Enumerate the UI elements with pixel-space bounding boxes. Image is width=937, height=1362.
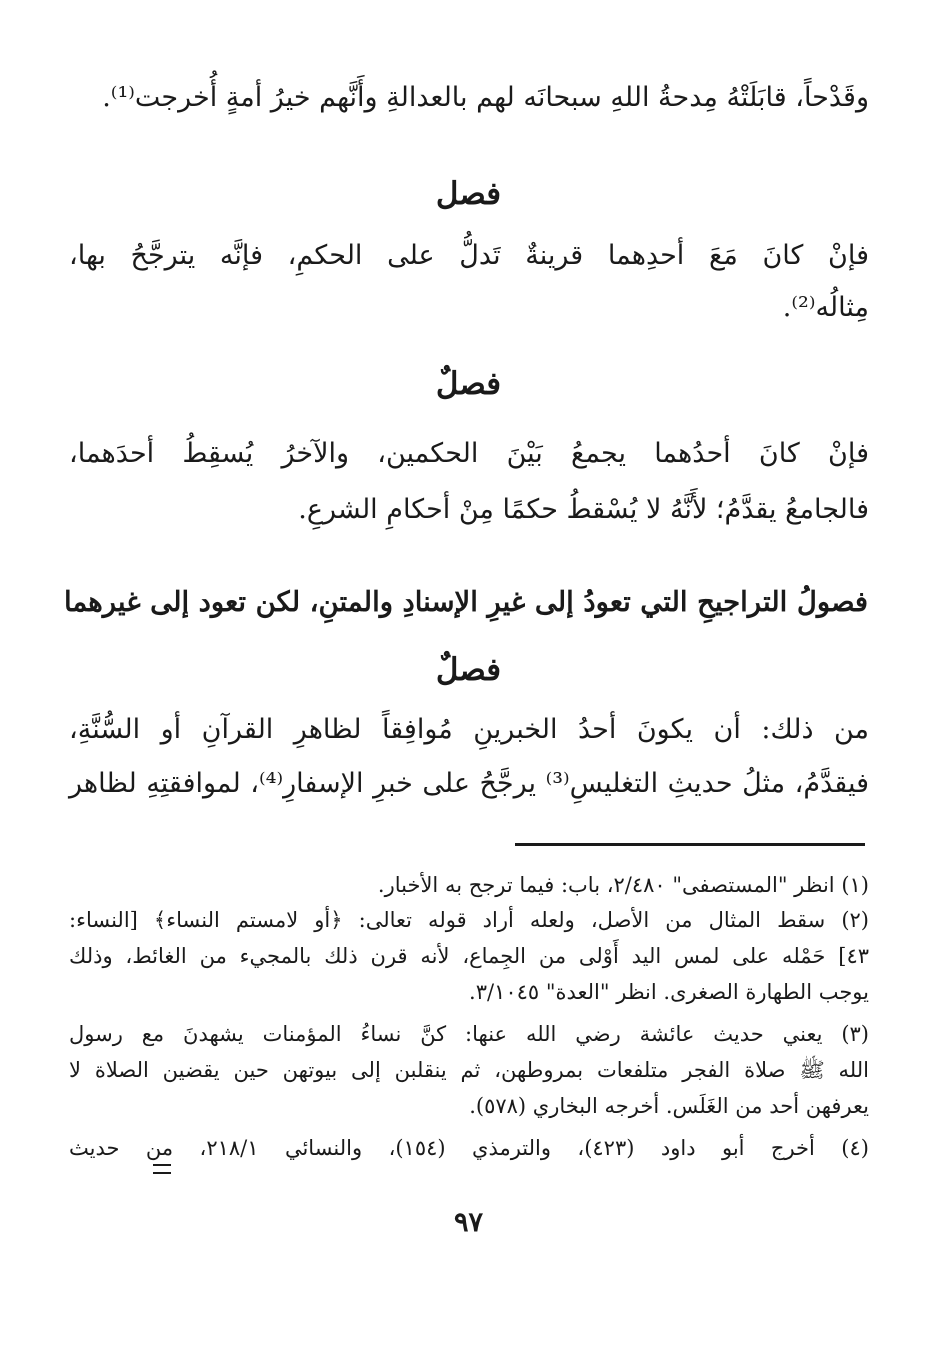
section-heading-1: فصل	[435, 176, 502, 212]
footnote-2-line-1: (٢) سقط المثال من الأصل، ولعله أراد قوله تعالى: ﴿أو لامستم النساء﴾ [النساء:	[69, 908, 869, 932]
section-3-line-1: من ذلك: أن يكونَ أحدُ الخبرينِ مُوافِقاً لظاهرِ القرآنِ أو السُّنَّةِ،	[69, 714, 869, 745]
section-2-line-2: فالجامعُ يقدَّمُ؛ لأَنَّهُ لا يُسْقطُ حكمًا مِنْ أحكامِ الشرعِ.	[298, 494, 869, 525]
opening-line: وقَدْحاً، قابَلَتْهُ مِدحةُ اللهِ سبحانَه لهم بالعدالةِ وأَنَّهم خيرُ أمةٍ أُخرجت⁽¹⁾.	[102, 82, 869, 113]
footnote-2-line-3: يوجب الطهارة الصغرى. انظر "العدة" ٣/١٠٤٥.	[469, 980, 869, 1004]
footnote-2-line-2: ٤٣] حَمْله على لمس اليد أَوْلى من الجِماع، لأنه قرن ذلك بالمجيء من الغائط، وذلك	[69, 944, 869, 968]
section-3-line-2: فيقدَّمُ، مثلُ حديثِ التغليسِ⁽³⁾ يرجَّحُ على خبرِ الإسفارِ⁽⁴⁾، لموافقتِهِ لظاهر	[69, 768, 869, 799]
section-2-line-1: فإنْ كانَ أحدُهما يجمعُ بَيْنَ الحكمين، والآخرُ يُسقِطُ أحدَهما،	[69, 438, 869, 469]
section-heading-2: فصلٌ	[435, 366, 502, 402]
footnote-4-line-1: (٤) أخرج أبو داود (٤٢٣)، والترمذي (١٥٤)، والنسائي ٢١٨/١، من حديث	[69, 1136, 869, 1160]
footnote-continuation-mark	[153, 1164, 171, 1174]
footnote-3-line-2: الله ﷺ صلاة الفجر متلفعات بمروطهن، ثم ينقلبن إلى بيوتهن حين يقضين الصلاة لا	[69, 1058, 869, 1082]
footnote-separator	[515, 843, 865, 846]
footnote-3-line-1: (٣) يعني حديث عائشة رضي الله عنها: كنَّ نساءُ المؤمنات يشهدنَ مع رسول	[69, 1022, 869, 1046]
section-1-line-1: فإنْ كانَ مَعَ أحدِهما قرينةٌ تَدلُّ على الحكمِ، فإنَّه يترجَّحُ بها،	[69, 240, 869, 271]
chapter-heading: فصولُ التراجيحِ التي تعودُ إلى غيرِ الإسنادِ والمتنِ، لكن تعود إلى غيرهما	[63, 586, 869, 618]
section-heading-3: فصلٌ	[435, 652, 502, 688]
section-1-line-2: مِثالُه⁽²⁾.	[782, 292, 869, 323]
page-number: ٩٧	[453, 1207, 483, 1238]
footnote-3-line-3: يعرفهن أحد من الغَلَس. أخرجه البخاري (٥٧٨).	[469, 1094, 869, 1118]
footnote-1: (١) انظر "المستصفى" ٢/٤٨٠، باب: فيما ترجح به الأخبار.	[377, 873, 869, 897]
